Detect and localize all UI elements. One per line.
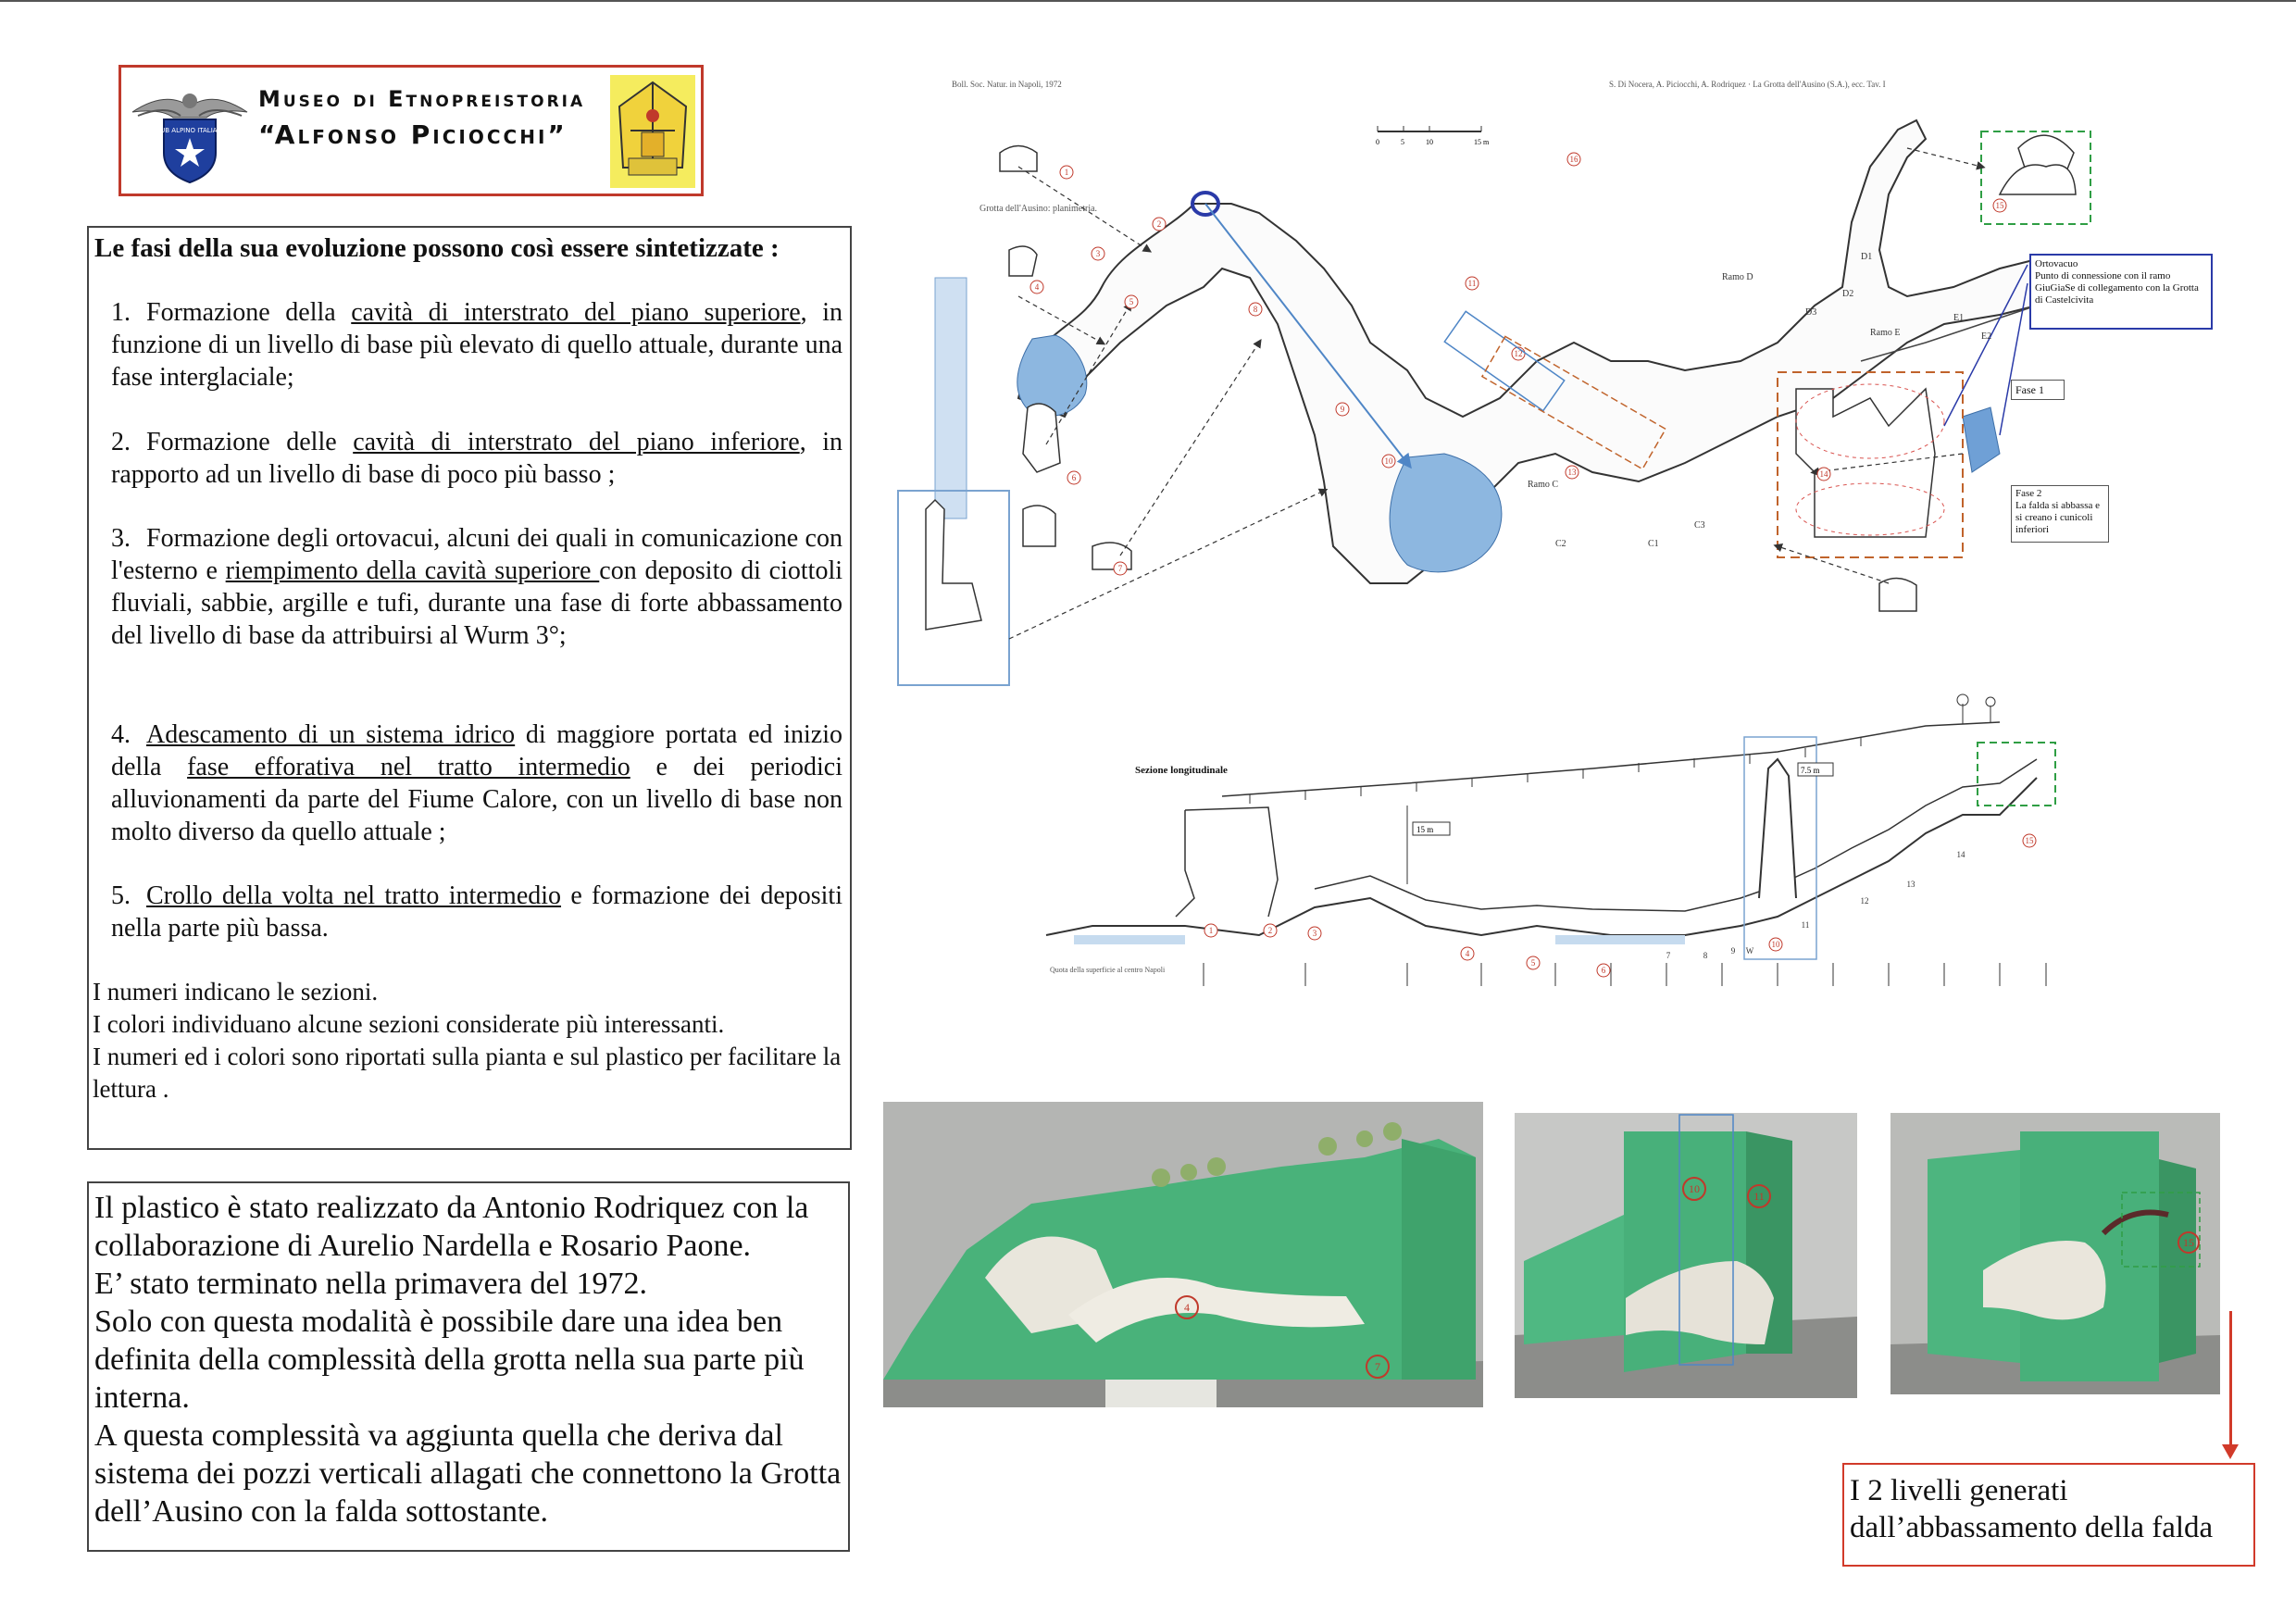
branch-label: C1	[1648, 539, 1659, 549]
phases-title: Le fasi della sua evoluzione possono così essere sintetizzate :	[94, 233, 780, 263]
photo-section-label: 4	[1184, 1301, 1190, 1314]
section-number: 3	[1095, 249, 1101, 258]
section-footer-note: Quota della superficie al centro Napoli	[1050, 966, 1166, 974]
note-line: I numeri indicano le sezioni.	[93, 978, 379, 1006]
evolution-phases-panel	[87, 226, 852, 1150]
section-mark: 9	[1730, 946, 1736, 956]
section-number: 14	[1819, 469, 1828, 479]
section-number: 1	[1064, 168, 1069, 177]
caption-arrow	[2229, 1311, 2232, 1452]
photo-section-label: 10	[1689, 1182, 1700, 1195]
fase2-title: Fase 2	[2015, 488, 2042, 499]
phase-highlight: cavità di interstrato del piano inferiore	[353, 428, 800, 456]
section-mark: 12	[1860, 896, 1869, 906]
section-number: 12	[1514, 349, 1523, 358]
section-number: 4	[1034, 282, 1040, 292]
phase-number: 3.	[111, 524, 131, 553]
cave-plan-map	[889, 65, 2277, 704]
phase-number: 2.	[111, 428, 131, 456]
branch-label: D2	[1842, 289, 1854, 299]
model-line: A questa complessità va aggiunta quella che deriva dal sistema dei pozzi verticali allagati che connettono la Grotta dell’Ausino con la falda sottostante.	[94, 1418, 842, 1529]
phase-text: e dei periodici alluvionamenti da parte del Fiume Calore, con un livello di base non molto diverso da quello attuale ;	[111, 753, 842, 846]
scale-bar	[1376, 126, 1490, 146]
model-photo-front	[1515, 1113, 1857, 1398]
section-number: 5	[1129, 297, 1134, 306]
phase-highlight: cavità di interstrato del piano superiore	[351, 298, 801, 327]
phase-text: , in funzione di un livello di base più elevato di quello attuale, durante una fase interglaciale;	[111, 298, 842, 392]
phase-highlight: fase efforativa nel tratto intermedio	[187, 753, 630, 781]
phase-highlight: riempimento della cavità superiore	[225, 556, 600, 585]
branch-label: D1	[1861, 252, 1873, 262]
cai-logo-text: CLUB ALPINO ITALIANO	[152, 127, 228, 134]
section-number: 9	[1340, 405, 1345, 414]
model-description-panel	[87, 1181, 850, 1552]
note-line: I numeri ed i colori sono riportati sulla pianta e sul plastico per facilitare la lettura .	[93, 1043, 842, 1103]
section-title-label: Sezione longitudinale	[1135, 765, 1228, 776]
phase-highlight: Adescamento di un sistema idrico	[146, 720, 516, 749]
section-number: 13	[1567, 468, 1577, 477]
section-number: 2	[1156, 219, 1162, 229]
phase-item-1	[111, 296, 842, 394]
scale-label: 10	[1426, 138, 1433, 146]
caption-arrow-head-icon	[2222, 1444, 2239, 1459]
section-number: 8	[1253, 305, 1258, 314]
phase-text: di maggiore portata ed inizio della	[111, 720, 842, 781]
section-mark: 6	[1601, 966, 1606, 975]
fase2-note	[2011, 485, 2109, 543]
branch-label: Ramo C	[1528, 480, 1559, 490]
phase-text: e formazione dei depositi nella parte più bassa.	[111, 881, 842, 943]
section-mark: 13	[1906, 880, 1915, 889]
section-mark: 2	[1267, 926, 1273, 935]
note-line: I colori individuano alcune sezioni considerate più interessanti.	[93, 1010, 725, 1038]
section-number: 7	[1117, 564, 1123, 573]
ortovacuo-title: Ortovacuo	[2035, 258, 2078, 269]
branch-label: Ramo D	[1722, 272, 1753, 282]
branch-label: E1	[1953, 313, 1965, 323]
phase-number: 4.	[111, 720, 131, 749]
map-header-right: S. Di Nocera, A. Piciocchi, A. Rodriquez · La Grotta dell'Ausino (S.A.), ecc. Tav. I	[1609, 80, 1886, 89]
phase-text: con deposito di ciottoli fluviali, sabbie, argille e tufi, durante una fase di forte abbassamento del livello di base da attribuirsi al Wurm 3°;	[111, 556, 842, 650]
section-mark: 7	[1666, 951, 1671, 960]
tree-icon	[1957, 694, 1995, 724]
museum-emblem-icon	[610, 75, 695, 188]
longitudinal-section	[1037, 667, 2074, 1018]
museum-name-line2: “Alfonso Piciocchi”	[258, 119, 568, 150]
cai-eagle-shield-icon	[129, 81, 251, 184]
model-line: Solo con questa modalità è possibile dare una idea ben definita della complessità della grotta nella sua parte più interna.	[94, 1305, 805, 1415]
model-line: Il plastico è stato realizzato da Antonio Rodriquez con la collaborazione di Aurelio Nardella e Rosario Paone.	[94, 1191, 809, 1263]
top-rule	[0, 0, 2296, 2]
phase-text: , in rapporto ad un livello di base di poco più basso ;	[111, 428, 842, 489]
map-title: Grotta dell'Ausino: planimetria.	[980, 204, 1098, 214]
vertical-chimney	[1759, 759, 1796, 898]
branch-label: Ramo E	[1870, 328, 1901, 338]
section-mark: 11	[1801, 920, 1810, 930]
section-mark: 3	[1312, 929, 1317, 938]
photo-section-label: 15	[2183, 1236, 2194, 1249]
water-level-caption	[1842, 1463, 2255, 1567]
ortovacuo-text: Punto di connessione con il ramo GiuGiaSe di collegamento con la Grotta di Castelcivita	[2035, 270, 2199, 306]
surface-line	[1222, 722, 2000, 796]
phase-item-3	[111, 522, 842, 652]
phase-item-2	[111, 426, 842, 491]
section-mark: 1	[1208, 926, 1214, 935]
section-number: 15	[1995, 201, 2004, 210]
phase-text: Formazione delle	[146, 428, 354, 456]
section-number: 11	[1467, 279, 1477, 288]
ortovacuo-marker	[1963, 407, 2000, 472]
section-mark: 14	[1956, 850, 1965, 859]
museum-name-line1: Museo di Etnopreistoria	[258, 86, 586, 112]
scale-label: 5	[1401, 138, 1404, 146]
phase-highlight: Crollo della volta nel tratto intermedio	[146, 881, 562, 910]
ortovacuo-note	[2029, 254, 2213, 330]
phase-text: Formazione degli ortovacui, alcuni dei quali in comunicazione con l'esterno e	[111, 524, 842, 585]
branch-label: C3	[1694, 520, 1705, 531]
cave-floor-profile	[1046, 778, 2037, 935]
phase-number: 1.	[111, 298, 131, 327]
museum-header	[119, 65, 704, 196]
section-mark: 5	[1530, 958, 1536, 968]
section-number: 16	[1569, 155, 1578, 164]
branch-label: D3	[1805, 307, 1817, 318]
branch-label: E2	[1981, 331, 1992, 342]
section-mark: 8	[1703, 951, 1708, 960]
fase2-text: La falda si abbassa e si creano i cunicoli inferiori	[2015, 500, 2101, 535]
model-line: E’ stato terminato nella primavera del 1972.	[94, 1267, 647, 1301]
section-number: 6	[1071, 473, 1077, 482]
height-label: 15 m	[1416, 825, 1434, 834]
legend-notes	[93, 976, 842, 1106]
scale-label: 15 m	[1474, 138, 1490, 146]
river-strip	[935, 278, 967, 518]
phase-number: 5.	[111, 881, 131, 910]
section-number: 10	[1384, 456, 1393, 466]
photo-section-label: 11	[1753, 1190, 1765, 1203]
fase1-label: Fase 1	[2011, 380, 2065, 400]
phase-item-4	[111, 718, 842, 848]
photo-section-label: 7	[1375, 1360, 1380, 1373]
model-description-text	[94, 1189, 844, 1530]
section-mark: 15	[2025, 836, 2034, 845]
branch-label: C2	[1555, 539, 1566, 549]
map-header-left: Boll. Soc. Natur. in Napoli, 1972	[952, 80, 1062, 89]
caption-line: I 2 livelli generati	[1850, 1474, 2068, 1507]
phase-text: Formazione della	[146, 298, 352, 327]
model-photo-back	[1890, 1113, 2220, 1394]
section-mark: 4	[1465, 949, 1470, 958]
model-photo-side	[883, 1102, 1483, 1407]
section-mark: 10	[1771, 940, 1780, 949]
height-label: 7.5 m	[1801, 766, 1820, 775]
section-mark: W	[1745, 946, 1754, 956]
scale-label: 0	[1376, 138, 1379, 146]
section-15-frame	[1978, 743, 2055, 806]
phase-item-5	[111, 880, 842, 944]
caption-line: dall’abbassamento della falda	[1850, 1511, 2214, 1544]
